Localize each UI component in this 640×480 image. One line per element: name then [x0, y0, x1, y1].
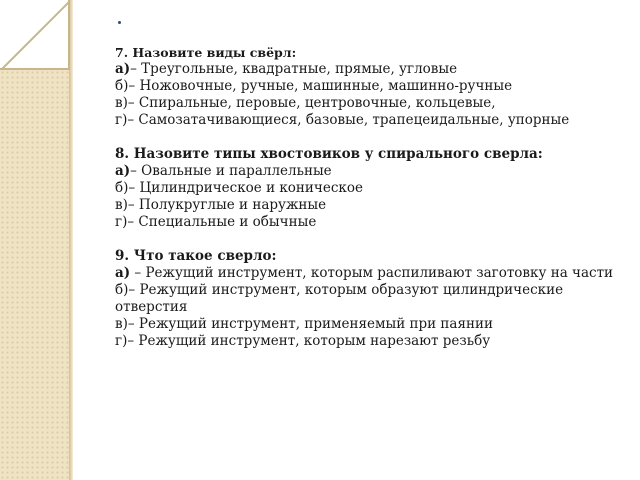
question-9 [115, 248, 625, 350]
option-text: – Треугольные, квадратные, прямые, угловые [130, 61, 458, 77]
question-8 [115, 146, 625, 231]
option-letter: в) [115, 316, 128, 332]
answer-option [115, 316, 625, 333]
option-text: – Ножовочные, ручные, машинные, машинно-ручные [128, 78, 513, 94]
option-letter: в) [115, 95, 128, 111]
answer-option [115, 163, 625, 180]
option-letter: г) [115, 112, 128, 128]
corner-diagonal-line [0, 0, 70, 70]
option-letter: в) [115, 197, 128, 213]
bullet-dot [118, 21, 121, 24]
option-letter: а) [115, 163, 131, 179]
option-text: – Самозатачивающиеся, базовые, трапецеидальные, упорные [127, 112, 570, 128]
question-7 [115, 44, 625, 129]
option-letter: г) [115, 333, 128, 349]
answer-option [115, 197, 625, 214]
quiz-content [115, 44, 625, 367]
answer-option [115, 95, 625, 112]
option-letter: б) [115, 78, 129, 94]
answer-option [115, 282, 625, 316]
option-text: – Полукруглые и наружные [127, 197, 327, 213]
answer-option [115, 333, 625, 350]
corner-decoration [0, 0, 70, 70]
option-text: – Режущий инструмент, применяемый при паянии [127, 316, 493, 332]
option-text: – Спиральные, перовые, центровочные, кольцевые, [127, 95, 496, 111]
option-letter: г) [115, 214, 128, 230]
question-title: 7. Назовите виды свёрл: [115, 45, 297, 60]
option-letter: а) [115, 265, 131, 281]
option-letter: б) [115, 282, 129, 298]
answer-option [115, 78, 625, 95]
decorative-side-bar [0, 0, 69, 480]
option-letter: а) [115, 61, 131, 77]
option-text: – Цилиндрическое и коническое [128, 180, 363, 196]
answer-option [115, 265, 625, 282]
option-letter: б) [115, 180, 129, 196]
question-title: 8. Назовите типы хвостовиков у спирального сверла: [115, 146, 543, 162]
option-text: – Овальные и параллельные [130, 163, 332, 179]
answer-option [115, 214, 625, 231]
option-text: – Режущий инструмент, которым нарезают резьбу [127, 333, 491, 349]
answer-option [115, 180, 625, 197]
side-bar-edge [69, 0, 73, 480]
option-text: – Специальные и обычные [127, 214, 317, 230]
option-text: – Режущий инструмент, которым образуют цилиндрические отверстия [115, 282, 564, 315]
answer-option [115, 61, 625, 78]
option-text: – Режущий инструмент, которым распиливают заготовку на части [130, 265, 614, 281]
answer-option [115, 112, 625, 129]
question-title: 9. Что такое сверло: [115, 248, 277, 264]
